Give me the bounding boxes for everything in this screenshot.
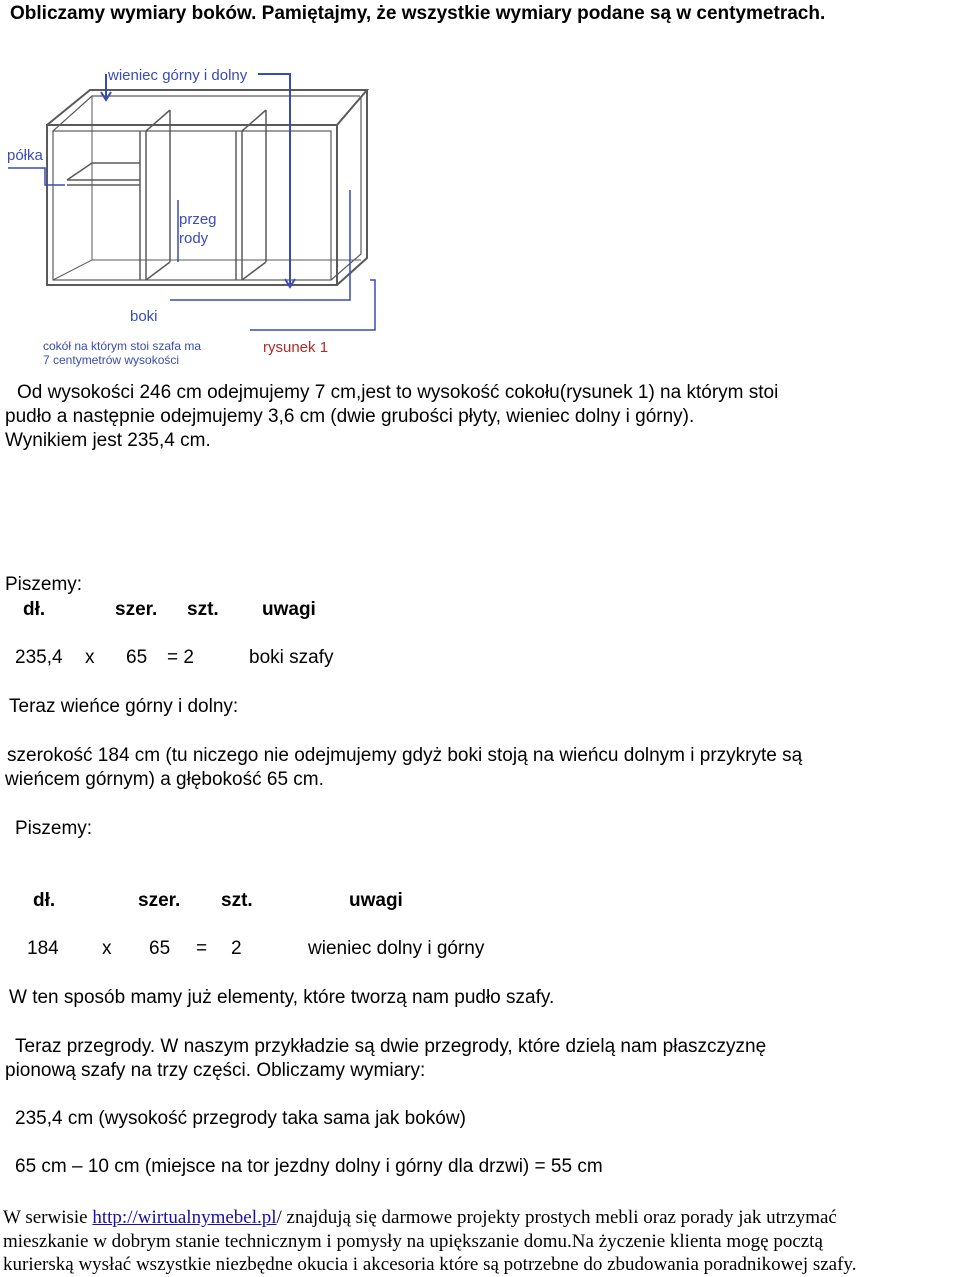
calc1-value-eq: = 2 xyxy=(167,647,194,668)
para1-line1: Od wysokości 246 cm odejmujemy 7 cm,jest to wysokość cokołu(rysunek 1) na którym stoi xyxy=(17,382,779,403)
przegrody-line2: pionową szafy na trzy części. Obliczamy wymiary: xyxy=(5,1060,426,1081)
summary-text: W ten sposób mamy już elementy, które tworzą nam pudło szafy. xyxy=(9,987,555,1008)
calc1-header-szt: szt. xyxy=(187,599,219,620)
calc2-header-dl: dł. xyxy=(33,890,56,911)
partition-left xyxy=(140,110,170,280)
przegrody-line1: Teraz przegrody. W naszym przykładzie są dwie przegrody, które dzielą nam płaszczyznę xyxy=(15,1036,767,1057)
calc2-piszemy: Piszemy: xyxy=(15,818,93,839)
footer-line1-rest: / znajdują się darmowe projekty prostych mebli oraz porady jak utrzymać xyxy=(276,1207,837,1228)
calc1-value-uwagi: boki szafy xyxy=(249,647,334,668)
footer-prefix: W serwisie xyxy=(3,1207,93,1228)
wardrobe-diagram xyxy=(0,0,960,375)
para1-line2: pudło a następnie odejmujemy 3,6 cm (dwie grubości płyty, wieniec dolny i górny). xyxy=(5,406,695,427)
label-wieniec: wieniec górny i dolny xyxy=(108,67,248,84)
calc1-header-dl: dł. xyxy=(23,599,46,620)
calc1-value-szer: 65 xyxy=(126,647,148,668)
wardrobe-outline xyxy=(47,90,367,285)
site-link[interactable]: http://wirtualnymebel.pl xyxy=(92,1207,277,1228)
calc2-value-szer: 65 xyxy=(149,938,171,959)
label-boki: boki xyxy=(130,308,158,325)
calc1-header-uwagi: uwagi xyxy=(262,599,316,620)
przegrody-calc-a: 235,4 cm (wysokość przegrody taka sama jak boków) xyxy=(15,1108,466,1129)
calc2-value-dl: 184 xyxy=(27,938,59,959)
przegrody-calc-b: 65 cm – 10 cm (miejsce na tor jezdny dolny i górny dla drzwi) = 55 cm xyxy=(15,1156,603,1177)
calc2-header-szer: szer. xyxy=(138,890,181,911)
calc2-value-uwagi: wieniec dolny i górny xyxy=(308,938,485,959)
top-panel xyxy=(47,90,367,125)
calc2-value-eq: = xyxy=(196,938,208,959)
calc2-header-szt: szt. xyxy=(221,890,253,911)
page-heading: Obliczamy wymiary boków. Pamiętajmy, że wszystkie wymiary podane są w centymetrach. xyxy=(10,3,826,24)
calc2-header-uwagi: uwagi xyxy=(349,890,403,911)
label-cokol-1: cokół na którym stoi szafa ma xyxy=(43,339,202,353)
label-polka: półka xyxy=(7,147,43,164)
partition-right xyxy=(236,110,266,280)
footer-line1 xyxy=(3,1206,837,1230)
calc1-header-szer: szer. xyxy=(115,599,158,620)
wience-line2: wieńcem górnym) a głębokość 65 cm. xyxy=(5,769,324,790)
calc1-piszemy: Piszemy: xyxy=(5,574,83,595)
footer-line2: mieszkanie w dobrym stanie technicznym i pomysły na upiększanie domu.Na życzenie klienta mogę pocztą xyxy=(3,1231,823,1252)
label-rysunek: rysunek 1 xyxy=(263,339,329,356)
wience-line1: szerokość 184 cm (tu niczego nie odejmujemy gdyż boki stoją na wieńcu dolnym i przykryte są xyxy=(7,745,803,766)
shelf xyxy=(67,163,140,185)
label-rody: rody xyxy=(179,230,209,247)
calc2-value-szt: 2 xyxy=(231,938,242,959)
label-przeg: przeg xyxy=(179,211,217,228)
calc1-value-dl: 235,4 xyxy=(15,647,63,668)
label-cokol-2: 7 centymetrów wysokości xyxy=(43,353,180,367)
calc1-value-x: x xyxy=(85,647,95,668)
para1-line3: Wynikiem jest 235,4 cm. xyxy=(5,430,211,451)
wience-title: Teraz wieńce górny i dolny: xyxy=(9,696,239,717)
calc2-value-x: x xyxy=(102,938,112,959)
footer-line3: kurierską wysłać wszystkie niezbędne okucia i akcesoria które są potrzebne do zbudowania poradnikowej szafy. xyxy=(3,1254,857,1275)
